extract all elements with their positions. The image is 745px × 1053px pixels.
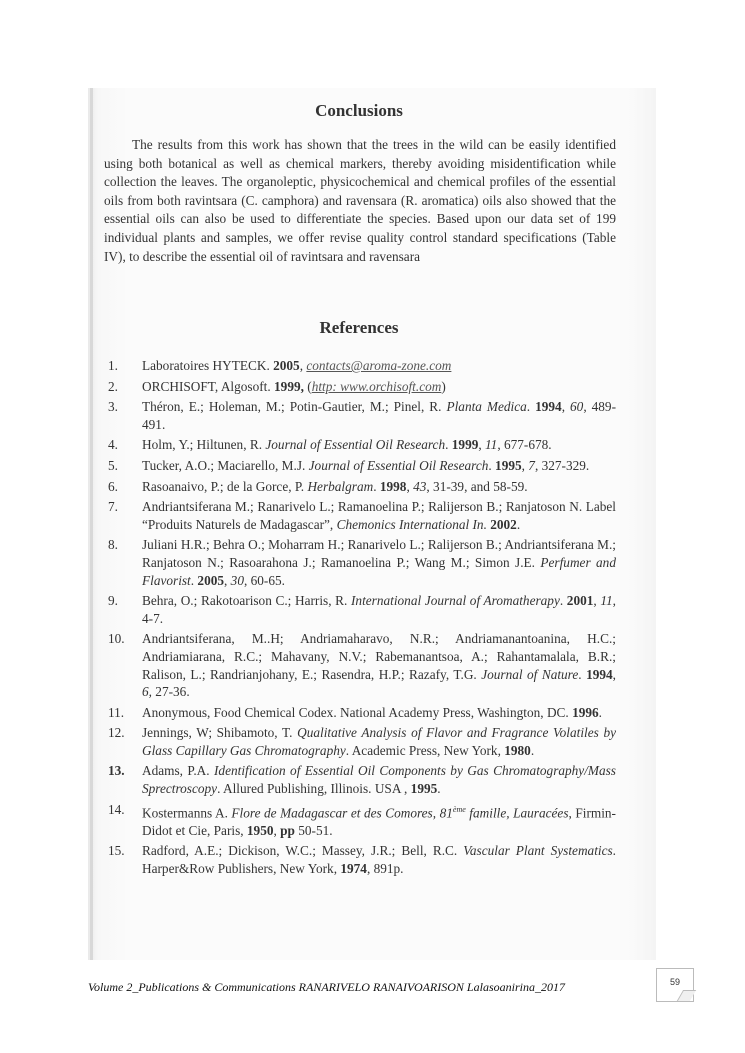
reference-text: , <box>478 437 486 453</box>
reference-text: 1974 <box>340 860 367 876</box>
reference-text: 1950 <box>246 822 274 838</box>
reference-item <box>104 498 616 533</box>
reference-text: Kostermanns A. <box>142 805 232 821</box>
reference-text: , <box>593 593 601 609</box>
reference-text: , <box>273 822 281 838</box>
reference-number: 8. <box>108 537 118 553</box>
reference-item <box>104 762 616 797</box>
reference-number: 9. <box>108 593 118 609</box>
reference-text: 30 <box>230 572 244 588</box>
reference-text: 43 <box>413 478 427 494</box>
reference-text: ème <box>452 804 466 814</box>
conclusions-paragraph: The results from this work has shown that the trees in the wild can be easily identified using both botanical as well as chemical markers, thereby avoiding misidentification while collection the leaves. The organoleptic, physicochemical and chemical profiles of the essential oils from both ravintsara (C. camphora) and ravensara (R. aromatica) oils also showed that the essential oils can also be used to differentiate the species. Based upon our data set of 199 individual plants and samples, we offer revise quality control standard specifications (Table IV), to describe the essential oil of ravintsara and ravensara <box>104 137 616 264</box>
reference-item <box>104 378 616 396</box>
reference-text: . <box>190 572 198 588</box>
reference-text: ORCHISOFT, Algosoft. <box>142 378 275 394</box>
reference-text: , <box>521 457 529 473</box>
reference-text: . Allured Publishing, Illinois. USA , <box>217 781 411 797</box>
reference-link[interactable]: http: www.orchisoft.com <box>311 378 442 394</box>
reference-text: 1998 <box>379 478 407 494</box>
reference-item <box>104 357 616 375</box>
reference-text: 2005 <box>197 572 225 588</box>
reference-text: . <box>578 666 587 682</box>
reference-number: 3. <box>108 399 118 415</box>
reference-text: ( <box>303 378 312 394</box>
reference-item <box>104 704 616 722</box>
reference-text: Andriantsiferana, M..H; Andriamaharavo, N.R.; Andriamanantoanina, H.C.; Andriamiarana, R.C.; Mahavany, N.V.; Rabemanantsoa, A.; Rahantamalala, B.R.; Ralison, L.; Randrianjohany, E.; Rasendra, H.P.; Razafy, T.G. <box>142 631 616 682</box>
reference-text: International Journal of Aromatherapy <box>351 593 560 609</box>
reference-item <box>104 724 616 759</box>
reference-text: . <box>559 593 567 609</box>
reference-text: 6, <box>142 684 152 700</box>
reference-text: Chemonics International In. <box>336 516 487 532</box>
reference-text: Tucker, A.O.; Maciarello, M.J. <box>142 457 309 473</box>
reference-text: 1994 <box>586 666 613 682</box>
reference-number: 7. <box>108 499 118 515</box>
reference-text: . <box>530 742 535 758</box>
reference-link[interactable]: contacts@aroma-zone.com <box>306 358 452 373</box>
reference-item <box>104 592 616 627</box>
reference-text: Rasoanaivo, P.; de la Gorce, P. <box>142 478 308 494</box>
reference-text: 50-51. <box>294 822 333 838</box>
reference-number: 14. <box>108 801 125 817</box>
reference-number: 2. <box>108 378 118 394</box>
page-number: 59 <box>656 968 694 1002</box>
reference-text: 1996 <box>572 704 599 720</box>
references-list <box>104 357 616 880</box>
reference-text: 2002 <box>490 516 517 532</box>
reference-text: 2005 <box>273 358 300 373</box>
reference-text: 2001 <box>566 593 594 609</box>
reference-text: Adams, P.A. <box>142 763 214 779</box>
reference-text: 27-36. <box>151 684 190 700</box>
reference-text: Behra, O.; Rakotoarison C.; Harris, R. <box>142 593 351 609</box>
reference-text: , <box>612 666 616 682</box>
reference-item <box>104 801 616 840</box>
reference-text: , 489-491. <box>142 399 616 432</box>
reference-number: 10. <box>108 631 125 647</box>
reference-text: . <box>516 516 521 532</box>
reference-text: famille, Lauracées <box>465 805 569 821</box>
reference-text: Juliani H.R.; Behra O.; Moharram H.; Ranarivelo L.; Ralijerson B.; Andriantsiferana M.; Ranjatoson N.; Rasoarahona J.; Ramanoelina P.; Wang M.; Simon J.E. <box>142 537 616 570</box>
reference-text: , <box>224 572 231 588</box>
reference-text: . <box>598 704 602 720</box>
reference-text: . <box>526 399 536 415</box>
reference-text: , <box>561 399 571 415</box>
reference-text: , 60-65. <box>243 572 285 588</box>
reference-text: pp <box>280 822 295 838</box>
reference-text: Anonymous, Food Chemical Codex. National Academy Press, Washington, DC. <box>142 704 573 720</box>
reference-text: , 4-7. <box>142 593 616 626</box>
reference-text: 60 <box>570 399 584 415</box>
reference-number: 4. <box>108 437 118 453</box>
reference-item <box>104 436 616 454</box>
reference-item <box>104 398 616 433</box>
reference-number: 13. <box>108 763 125 779</box>
reference-text: . <box>373 478 380 494</box>
reference-text: Radford, A.E.; Dickison, W.C.; Massey, J.R.; Bell, R.C. <box>142 843 464 859</box>
reference-text: Identification of Essential Oil Components by Gas Chromatography/Mass Sprectroscopy <box>142 763 616 797</box>
reference-text: , Firmin- Didot et Cie, Paris, <box>142 805 616 838</box>
reference-text: . <box>445 437 452 453</box>
reference-text: . <box>488 457 496 473</box>
references-heading: References <box>319 318 399 337</box>
reference-number: 1. <box>108 358 118 373</box>
reference-text: 11 <box>600 593 613 609</box>
reference-text: Herbalgram <box>307 478 374 494</box>
reference-number: 12. <box>108 725 125 741</box>
reference-text: 11 <box>485 437 498 453</box>
reference-text: Holm, Y.; Hiltunen, R. <box>142 437 266 453</box>
reference-text: Flore de Madagascar et des Comores, 81 <box>231 805 453 821</box>
reference-text: Journal of Essential Oil Research <box>308 457 489 473</box>
reference-number: 6. <box>108 478 118 494</box>
reference-text: , 677-678. <box>497 437 552 453</box>
reference-text: Qualitative Analysis of Flavor and Fragrance Volatiles by Glass Capillary Gas Chromatography <box>142 725 617 758</box>
reference-text: 7 <box>528 457 535 473</box>
reference-text: Journal of Essential Oil Research <box>265 437 446 453</box>
reference-text: Planta Medica <box>446 399 527 415</box>
page-footer: Volume 2_Publications & Communications RANARIVELO RANAIVOARISON Lalasoanirina_2017 <box>88 980 565 994</box>
reference-text: . Harper&Row Publishers, New York, <box>142 843 616 876</box>
reference-text: . Academic Press, New York, <box>345 742 505 758</box>
reference-number: 5. <box>108 457 118 473</box>
reference-number: 15. <box>108 843 125 859</box>
reference-text: , 327-329. <box>534 457 590 473</box>
reference-text: 1995 <box>495 457 522 473</box>
reference-item <box>104 536 616 589</box>
reference-text: Jennings, W; Shibamoto, T. <box>142 725 298 741</box>
reference-text: 1994 <box>535 399 562 415</box>
reference-text: 1999 <box>451 437 479 453</box>
reference-text: Andriantsiferana M.; Ranarivelo L.; Ramanoelina P.; Ralijerson B.; Ranjatoson N. Label “Produits Naturels de Madagascar”, <box>142 499 616 532</box>
reference-text: Perfumer and Flavorist <box>142 554 616 588</box>
reference-item <box>104 457 616 475</box>
reference-text: Journal of Nature <box>481 666 579 682</box>
reference-text: 1999, <box>274 378 304 394</box>
reference-text: , <box>299 358 307 373</box>
reference-text: , <box>406 478 414 494</box>
reference-item <box>104 478 616 496</box>
reference-item <box>104 630 616 700</box>
reference-text: Laboratoires HYTECK. <box>142 358 274 373</box>
conclusions-heading: Conclusions <box>315 101 403 120</box>
reference-text: 1995 <box>410 781 438 797</box>
reference-text: . <box>437 781 441 797</box>
reference-text: Vascular Plant Systematics <box>463 843 613 859</box>
reference-number: 11. <box>108 704 125 720</box>
reference-text: , 891p. <box>366 860 404 876</box>
reference-text: ) <box>441 378 446 394</box>
scan-edge-shadow <box>90 88 93 960</box>
reference-text: 1980 <box>504 742 531 758</box>
reference-item <box>104 842 616 877</box>
reference-text: , 31-39, and 58-59. <box>426 478 528 494</box>
reference-text: Théron, E.; Holeman, M.; Potin-Gautier, M.; Pinel, R. <box>142 399 447 415</box>
